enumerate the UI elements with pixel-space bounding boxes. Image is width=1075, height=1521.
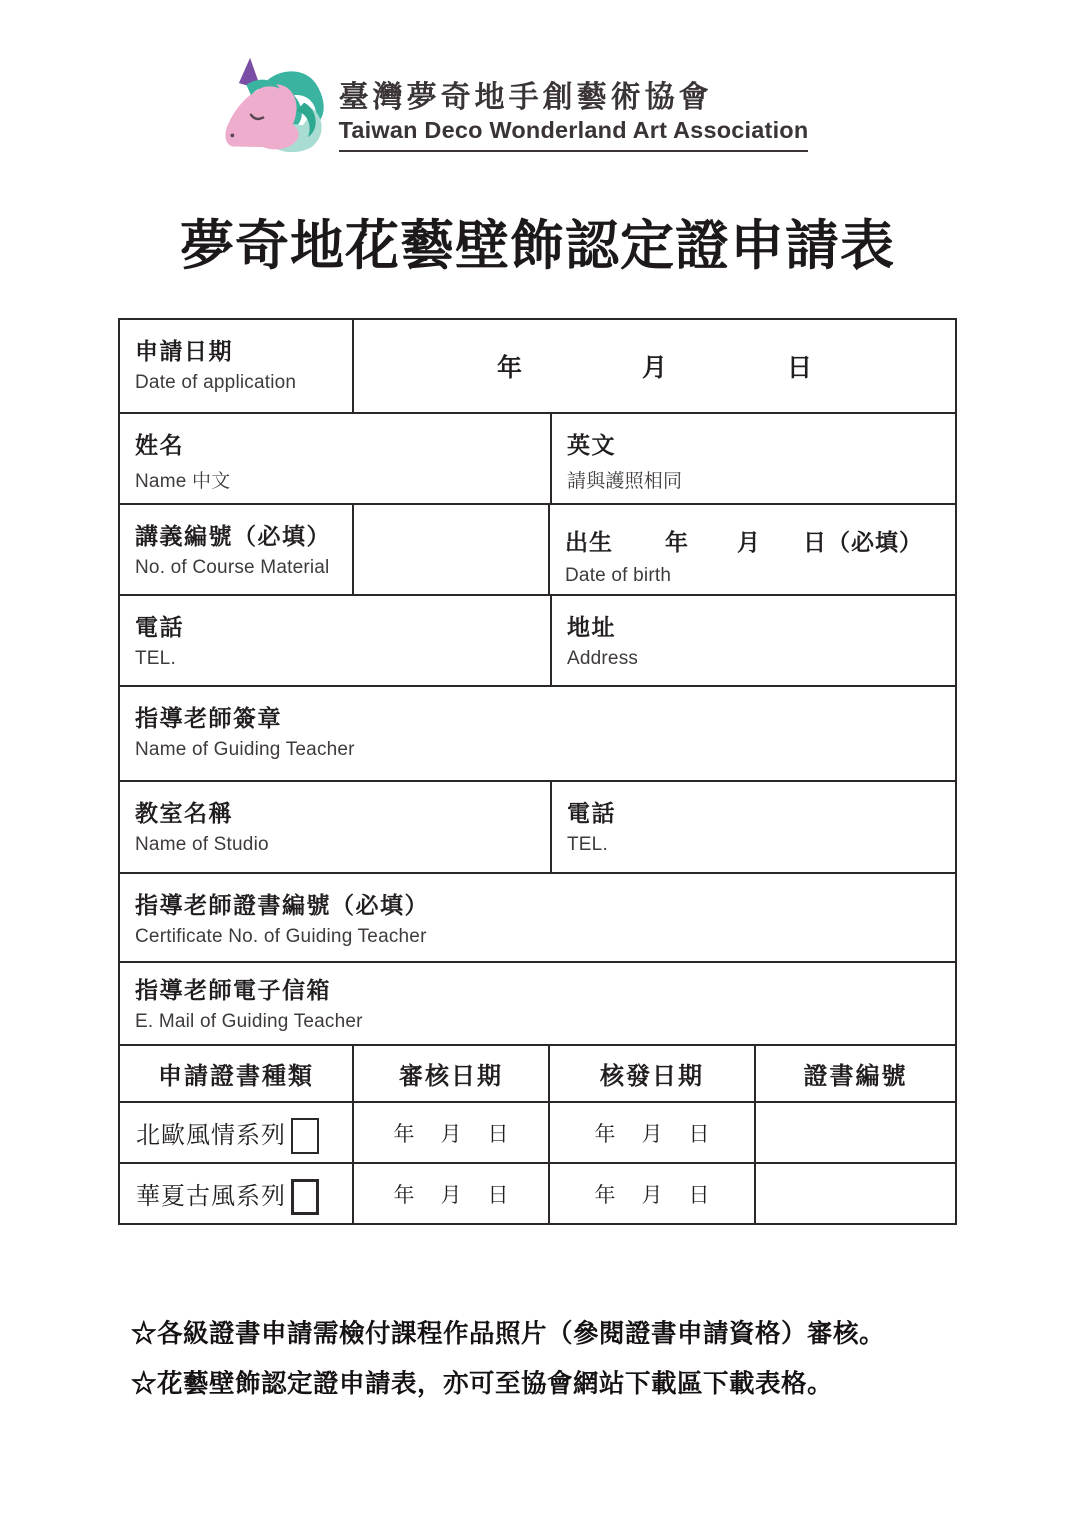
application-date-label-zh: 申請日期: [135, 338, 233, 364]
name-cn-label-zh: 姓名: [135, 432, 184, 458]
birth-day-required-label: 日（必填）: [803, 529, 923, 555]
nordic-review-date-cell[interactable]: [352, 1103, 548, 1162]
name-en-label-zh: 英文: [567, 432, 616, 458]
logo-underline-divider: [339, 150, 809, 153]
row-teacher-signature: [120, 685, 955, 780]
page-title: 夢奇地花藝壁飾認定證申請表: [180, 216, 895, 276]
year-label: 年: [594, 1183, 616, 1207]
month-label: 月: [440, 1183, 462, 1207]
cert-no-header: 證書編號: [754, 1046, 955, 1101]
huaxia-series-label: 華夏古風系列: [136, 1183, 286, 1210]
tel-label-zh: 電話: [135, 614, 184, 640]
cert-table-header-row: [120, 1044, 955, 1101]
day-label: 日: [487, 1122, 509, 1146]
birth-date-line: [565, 524, 945, 557]
review-date-header: 審核日期: [352, 1046, 548, 1101]
year-label: 年: [393, 1183, 415, 1207]
huaxia-series-label-cell: [120, 1164, 352, 1223]
course-no-label-zh: 講義編號（必填）: [135, 523, 331, 549]
teacher-cert-no-label-en: Certificate No. of Guiding Teacher: [135, 926, 427, 948]
row-course-no-birth: [120, 503, 955, 594]
row-application-date: [120, 320, 955, 412]
nordic-series-checkbox[interactable]: [291, 1118, 319, 1154]
teacher-signature-cell[interactable]: [120, 687, 955, 780]
row-tel-address: [120, 594, 955, 685]
studio-tel-label-en: TEL.: [567, 834, 608, 856]
row-teacher-email: [120, 961, 955, 1044]
tel-cell[interactable]: [120, 596, 550, 685]
nordic-series-label: 北歐風情系列: [136, 1122, 286, 1149]
month-label: 月: [641, 1183, 663, 1207]
name-cn-cell[interactable]: [120, 414, 550, 503]
month-label: 月: [641, 1122, 663, 1146]
month-label: 月: [641, 354, 667, 382]
huaxia-series-checkbox[interactable]: [291, 1179, 319, 1215]
note-1: ☆各級證書申請需檢付課程作品照片（參閱證書申請資格）審核。: [131, 1319, 886, 1348]
huaxia-issue-date-cell[interactable]: [548, 1164, 754, 1223]
day-label: 日: [688, 1183, 710, 1207]
studio-name-cell[interactable]: [120, 782, 550, 872]
year-label: 年: [393, 1122, 415, 1146]
teacher-cert-no-cell[interactable]: [120, 874, 955, 961]
footer-notes: [131, 1318, 885, 1400]
name-en-cell[interactable]: [550, 414, 955, 503]
day-label: 日: [787, 354, 813, 382]
studio-tel-cell[interactable]: [550, 782, 955, 872]
application-date-input-cell[interactable]: [352, 320, 955, 412]
logo-header: [0, 56, 1053, 168]
application-date-label-cell: [120, 320, 352, 412]
cert-type-header: 申請證書種類: [158, 1063, 314, 1090]
birth-date-cell[interactable]: [548, 505, 955, 594]
teacher-cert-no-label-zh: 指導老師證書編號（必填）: [135, 892, 429, 918]
nordic-issue-date-cell[interactable]: [548, 1103, 754, 1162]
address-label-en: Address: [567, 648, 639, 670]
teacher-signature-label-zh: 指導老師簽章: [135, 705, 282, 731]
cert-row-huaxia: [120, 1162, 955, 1223]
row-studio: [120, 780, 955, 872]
cert-row-nordic: [120, 1101, 955, 1162]
issue-date-header: 核發日期: [548, 1046, 754, 1101]
org-name-zh: 臺灣夢奇地手創藝術協會: [338, 81, 713, 114]
org-name-en: Taiwan Deco Wonderland Art Association: [338, 116, 809, 143]
nordic-cert-no-cell[interactable]: [754, 1103, 955, 1162]
course-no-label-en: No. of Course Material: [135, 557, 330, 579]
note-2: ☆花藝壁飾認定證申請表，亦可至協會網站下載區下載表格。: [131, 1368, 834, 1398]
name-cn-label-en: Name 中文: [135, 471, 231, 493]
course-no-input-cell[interactable]: [352, 505, 548, 594]
birth-year-label: 年: [665, 529, 689, 555]
year-label: 年: [496, 354, 522, 382]
row-teacher-cert-no: [120, 872, 955, 961]
day-label: 日: [487, 1183, 509, 1207]
nordic-series-label-cell: [120, 1103, 352, 1162]
studio-name-label-zh: 教室名稱: [135, 800, 233, 826]
application-form-table: [118, 318, 957, 1225]
day-label: 日: [688, 1122, 710, 1146]
month-label: 月: [440, 1122, 462, 1146]
row-name: [120, 412, 955, 503]
address-cell[interactable]: [550, 596, 955, 685]
name-en-label-en: 請與護照相同: [567, 471, 683, 493]
course-no-label-cell: [120, 505, 352, 594]
huaxia-cert-no-cell[interactable]: [754, 1164, 955, 1223]
birth-label-zh: 出生: [565, 529, 613, 555]
birth-label-en: Date of birth: [565, 565, 672, 586]
address-label-zh: 地址: [567, 614, 616, 640]
huaxia-review-date-cell[interactable]: [352, 1164, 548, 1223]
studio-tel-label-zh: 電話: [567, 800, 616, 826]
teacher-email-cell[interactable]: [120, 963, 955, 1044]
org-name-block: [339, 56, 809, 152]
studio-name-label-en: Name of Studio: [135, 834, 269, 856]
year-label: 年: [594, 1122, 616, 1146]
tel-label-en: TEL.: [135, 648, 176, 670]
teacher-email-label-zh: 指導老師電子信箱: [135, 977, 331, 1003]
unicorn-logo-icon: [223, 56, 335, 168]
teacher-signature-label-en: Name of Guiding Teacher: [135, 739, 355, 761]
application-date-label-en: Date of application: [135, 372, 297, 394]
teacher-email-label-en: E. Mail of Guiding Teacher: [135, 1011, 363, 1033]
birth-month-label: 月: [737, 529, 761, 555]
